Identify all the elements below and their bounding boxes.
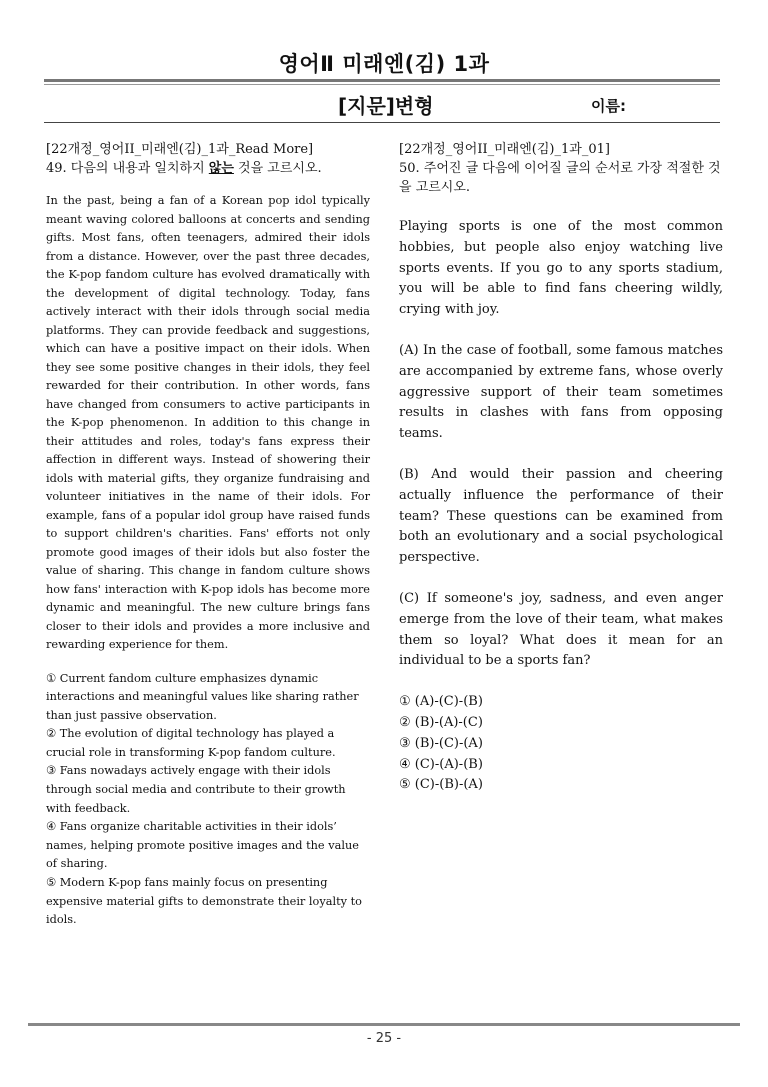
paragraph-b: (B) And would their passion and cheering actually influence the performance of their team? These questions can be examined from both an evolutionary and a social psychological perspective.: [399, 466, 723, 566]
choice-4: ④ (C)-(A)-(B): [399, 756, 483, 772]
choice-2: ② The evolution of digital technology has played a crucial role in transforming K-pop fandom culture.: [46, 727, 336, 759]
page-number: - 25 -: [366, 1031, 402, 1046]
name-label: 이름:: [591, 97, 626, 115]
answer-choices: [46, 670, 370, 930]
choice-4: ④ Fans organize charitable activities in their idols’ names, helping promote positive images and the value of sharing.: [46, 820, 359, 871]
question-49: [46, 140, 370, 930]
subtitle-rule: [44, 122, 720, 123]
question-prefix: 49. 다음의 내용과 일치하지: [46, 161, 209, 176]
choice-1: ① (A)-(C)-(B): [399, 694, 483, 710]
question-50: [399, 140, 723, 796]
paragraph-c: (C) If someone's joy, sadness, and even anger emerge from the love of their team, what makes them so loyal? What does it mean for an individual to be a sports fan?: [399, 590, 723, 669]
question-suffix: 것을 고르시오.: [233, 161, 322, 176]
passage: In the past, being a fan of a Korean pop idol typically meant waving colored balloons at concerts and sending gifts. Most fans, often teenagers, admired their idols from a distance. However, over the past three decades, the K-pop fandom culture has evolved dramatically with the development of digital technology. Today, fans actively interact with their idols through social media platforms. They can provide feedback and suggestions, which can have a positive impact on their idols. When they see some positive changes in their idols, they feel rewarded for their contribution. In other words, fans have changed from consumers to active participants in the K-pop phenomenon. In addition to this change in their attitudes and roles, today's fans express their affection in different ways. Instead of showering their idols with material gifts, they organize fundraising and volunteer initiatives in the name of their idols. For example, fans of a popular idol group have raised funds to support children's charities. Fans' efforts not only promote good images of their idols but also foster the value of sharing. This change in fandom culture shows how fans' interaction with K-pop idols has become more dynamic and meaningful. The new culture brings fans closer to their idols and provides a more inclusive and rewarding experience for them.: [46, 194, 370, 651]
choice-5: ⑤ (C)-(B)-(A): [399, 777, 483, 793]
passage: [399, 217, 723, 672]
choice-3: ③ Fans nowadays actively engage with their idols through social media and contribute to their growth with feedback.: [46, 764, 346, 815]
choice-3: ③ (B)-(C)-(A): [399, 735, 483, 751]
choice-2: ② (B)-(A)-(C): [399, 714, 483, 730]
paragraph-a: (A) In the case of football, some famous matches are accompanied by extreme fans, whose overly aggressive support of their team sometimes results in clashes with fans from opposing teams.: [399, 342, 723, 442]
header-rule: [44, 79, 720, 82]
page-subtitle: [지문]변형: [338, 94, 434, 118]
question-text: [46, 159, 370, 178]
question-text: 50. 주어진 글 다음에 이어질 글의 순서로 가장 적절한 것을 고르시오.: [399, 161, 721, 195]
header-rule-thin: [44, 84, 720, 85]
page-title: 영어Ⅱ 미래엔(김) 1과: [278, 52, 490, 76]
footer-rule: [28, 1023, 740, 1026]
question-emphasis: 않는: [208, 161, 234, 176]
question-tag: [22개정_영어II_미래엔(김)_1과_01]: [399, 142, 610, 157]
question-tag: [22개정_영어II_미래엔(김)_1과_Read More]: [46, 142, 314, 157]
intro-paragraph: Playing sports is one of the most common hobbies, but people also enjoy watching live sports events. If you go to any sports stadium, you will be able to find fans cheering wildly, crying with joy.: [399, 219, 723, 318]
choice-5: ⑤ Modern K-pop fans mainly focus on presenting expensive material gifts to demonstrate their loyalty to idols.: [46, 876, 362, 927]
answer-choices: [399, 692, 723, 796]
choice-1: ① Current fandom culture emphasizes dynamic interactions and meaningful values like sharing rather than just passive observation.: [46, 671, 359, 722]
